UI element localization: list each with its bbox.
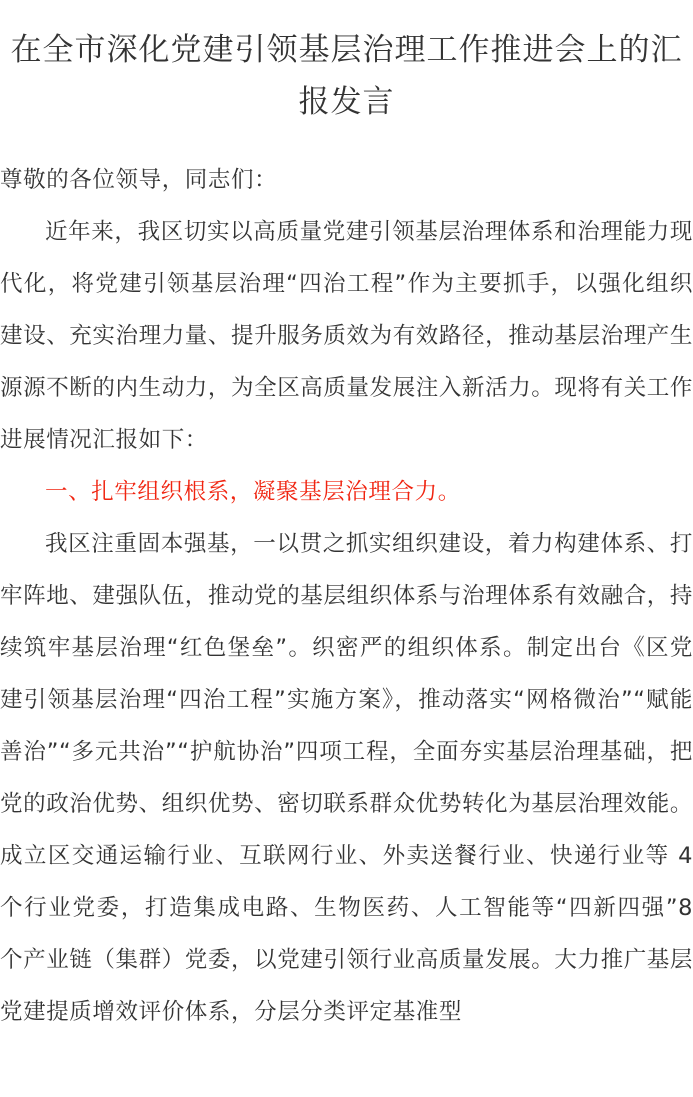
section-heading: 一、扎牢组织根系，凝聚基层治理合力。 [45, 479, 461, 505]
body-paragraph: 我区注重固本强基，一以贯之抓实组织建设，着力构建体系、打牢阵地、建强队伍，推动党的基层组织体系与治理体系有效融合，持续筑牢基层治理“红色堡垒”。织密严的组织体系。制定出台《区党建引领基层治理“四治工程”实施方案》，推动落实“网格微治”“赋能善治”“多元共治”“护航协治”四项工程，全面夯实基层治理基础，把党的政治优势、组织优势、密切联系群众优势转化为基层治理效能。成立区交通运输行业、互联网行业、外卖送餐行业、快递行业等 4 个行业党委，打造集成电路、生物医药、人工智能等“四新四强”8 个产业链（集群）党委，以党建引领行业高质量发展。大力推广基层党建提质增效评价体系，分层分类评定基准型 [0, 531, 693, 1025]
intro-paragraph: 近年来，我区切实以高质量党建引领基层治理体系和治理能力现代化，将党建引领基层治理“四治工程”作为主要抓手，以强化组织建设、充实治理力量、提升服务质效为有效路径，推动基层治理产生源源不断的内生动力，为全区高质量发展注入新活力。现将有关工作进展情况汇报如下： [0, 219, 693, 453]
document-title: 在全市深化党建引领基层治理工作推进会上的汇报发言 [10, 32, 683, 120]
article-body [0, 154, 693, 1038]
salutation: 尊敬的各位领导，同志们： [0, 167, 278, 193]
